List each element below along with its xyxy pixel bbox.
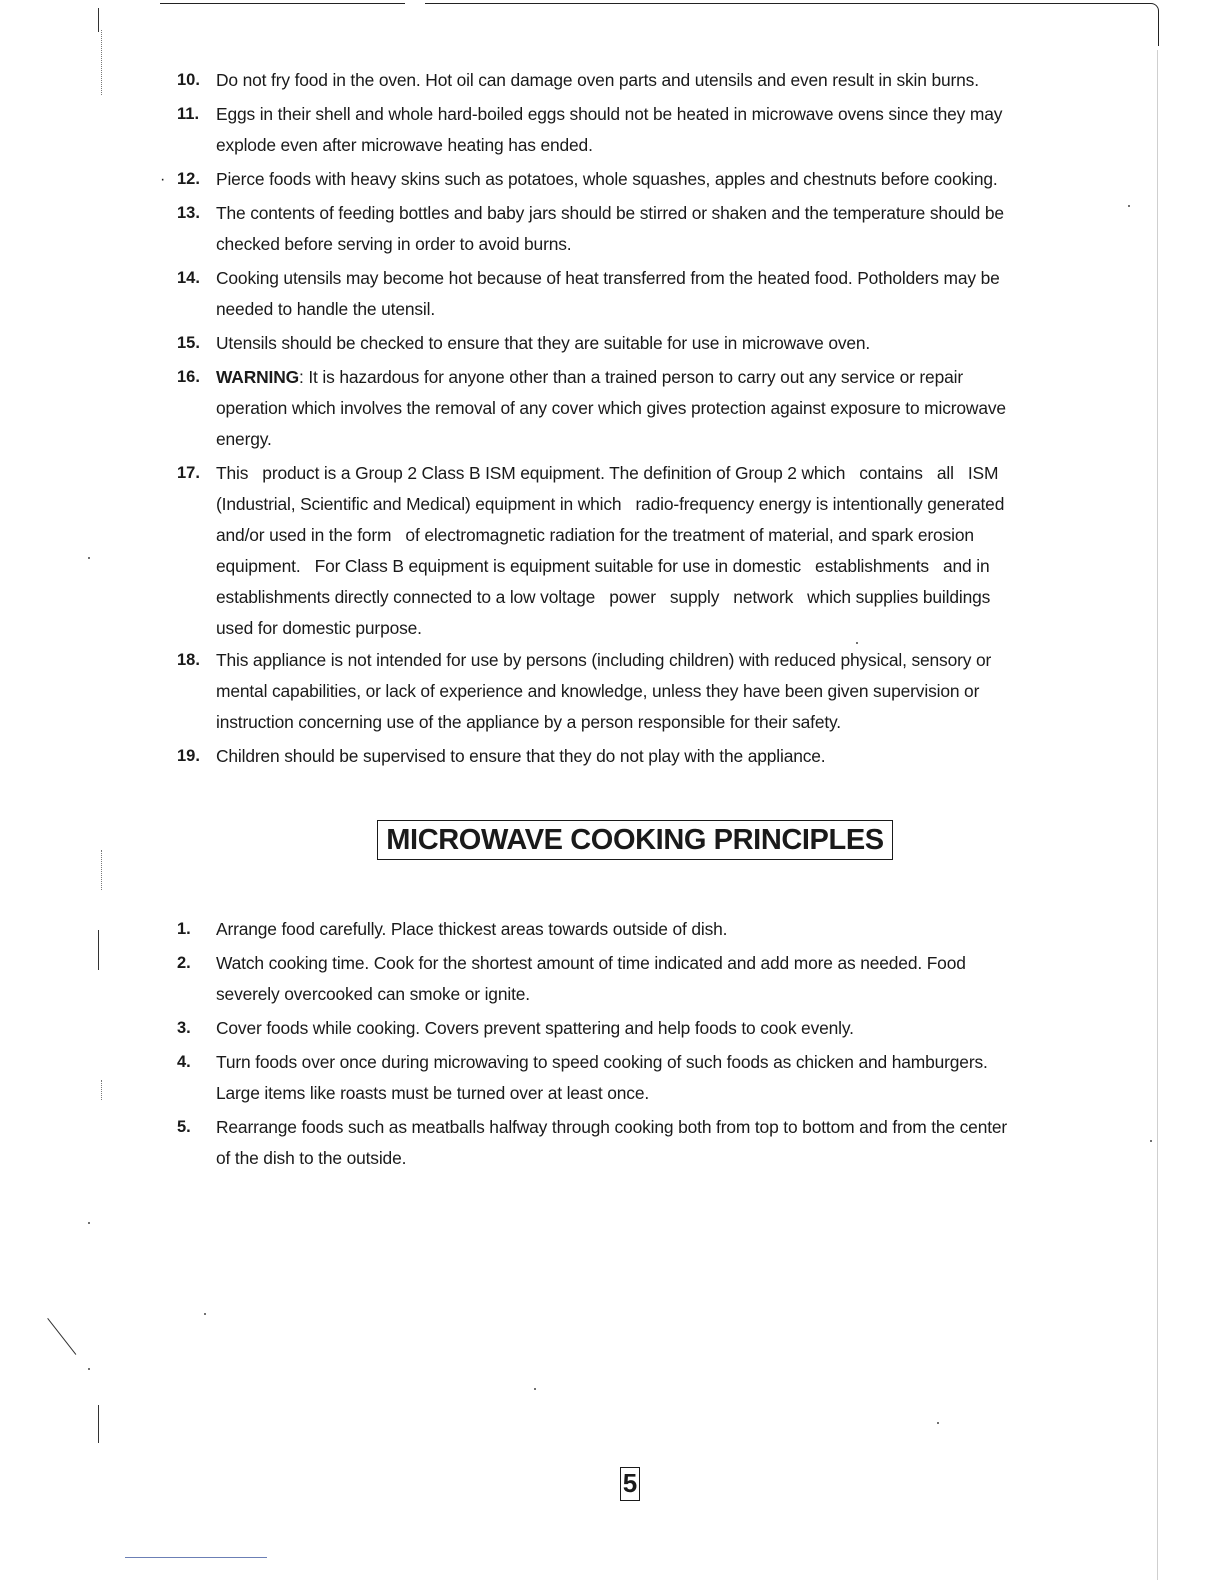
scan-bottom-rule (125, 1557, 267, 1558)
list-item (0, 65, 1224, 99)
item-number: 17. (177, 464, 200, 482)
cooking-principles-list (0, 914, 1224, 1177)
scan-border-gap (405, 0, 425, 6)
item-text: Do not fry food in the oven. Hot oil can damage oven parts and utensils and even result in skin burns. (216, 70, 979, 90)
item-text: Rearrange foods such as meatballs halfway through cooking both from top to bottom and from the center of the dish to the outside. (216, 1117, 1008, 1168)
item-number: 4. (177, 1053, 191, 1071)
item-number: 19. (177, 747, 200, 765)
scan-speck (88, 1222, 90, 1224)
list-item (0, 1112, 1224, 1177)
item-text: Eggs in their shell and whole hard-boiled eggs should not be heated in microwave ovens since they may explode even after microwave heating has ended. (216, 104, 1003, 155)
warning-label: WARNING (216, 367, 299, 387)
item-number: 14. (177, 269, 200, 287)
item-number: 1. (177, 920, 191, 938)
scan-speck (534, 1388, 536, 1390)
scan-margin-dots (101, 850, 102, 890)
item-text: Utensils should be checked to ensure that they are suitable for use in microwave oven. (216, 333, 871, 353)
item-text: This product is a Group 2 Class B ISM equipment. The definition of Group 2 which contains all ISM (Industrial, Scientific and Medical) equipment in which radio-frequency energy is intentionally generated and/or used in the form of electromagnetic radiation for the treatment of material, and spark erosion equipment. For Class B equipment is equipment suitable for use in domestic establishments and in establishments directly connected to a low voltage power supply network which supplies buildings used for domestic purpose. (216, 463, 1005, 638)
item-number: 12. (177, 170, 200, 188)
item-text: Turn foods over once during microwaving to speed cooking of such foods as chicken and hamburgers. Large items like roasts must be turned over at least once. (216, 1052, 988, 1103)
scan-bullet-mark: · (160, 171, 166, 188)
item-text: Pierce foods with heavy skins such as potatoes, whole squashes, apples and chestnuts before cooking. (216, 169, 998, 189)
scan-speck (88, 1368, 90, 1370)
item-text: Cover foods while cooking. Covers prevent spattering and help foods to cook evenly. (216, 1018, 854, 1038)
scan-speck (204, 1313, 206, 1315)
list-item-warning (0, 362, 1224, 458)
scan-margin-mark (98, 1405, 99, 1443)
list-item (0, 948, 1224, 1013)
list-item (0, 328, 1224, 362)
item-number: 15. (177, 334, 200, 352)
list-item (0, 458, 1224, 645)
item-text: The contents of feeding bottles and baby jars should be stirred or shaken and the temperature should be checked before serving in order to avoid burns. (216, 203, 1004, 254)
page-number: 5 (620, 1467, 640, 1501)
list-item (0, 99, 1224, 164)
list-item (0, 164, 1224, 198)
section-title: MICROWAVE COOKING PRINCIPLES (377, 820, 893, 860)
item-number: 10. (177, 71, 200, 89)
item-number: 16. (177, 368, 200, 386)
scan-stroke (47, 1318, 76, 1355)
item-text: Children should be supervised to ensure that they do not play with the appliance. (216, 746, 826, 766)
safety-instructions-list (0, 65, 1224, 775)
list-item (0, 1047, 1224, 1112)
scan-border-top (160, 3, 1150, 4)
scan-speck (937, 1422, 939, 1424)
list-item (0, 1013, 1224, 1047)
scan-margin-mark (98, 8, 99, 32)
item-number: 5. (177, 1118, 191, 1136)
list-item (0, 914, 1224, 948)
list-item (0, 741, 1224, 775)
item-text (216, 362, 1080, 455)
list-item (0, 645, 1224, 741)
scan-border-corner (1150, 3, 1159, 46)
item-number: 18. (177, 651, 200, 669)
list-item (0, 263, 1224, 328)
item-text: This appliance is not intended for use by persons (including children) with reduced physical, sensory or mental capabilities, or lack of experience and knowledge, unless they have been given supervision or instruction concerning use of the appliance by a person responsible for their safety. (216, 650, 992, 732)
warning-text: : It is hazardous for anyone other than a trained person to carry out any service or repair operation which involves the removal of any cover which gives protection against exposure to microwave energy. (216, 367, 1006, 449)
list-item (0, 198, 1224, 263)
item-number: 11. (177, 105, 200, 123)
item-text: Cooking utensils may become hot because of heat transferred from the heated food. Potholders may be needed to handle the utensil. (216, 268, 1000, 319)
item-text: Watch cooking time. Cook for the shortest amount of time indicated and add more as needed. Food severely overcooked can smoke or ignite. (216, 953, 966, 1004)
item-number: 2. (177, 954, 191, 972)
item-number: 3. (177, 1019, 191, 1037)
item-text: Arrange food carefully. Place thickest areas towards outside of dish. (216, 919, 728, 939)
item-number: 13. (177, 204, 200, 222)
